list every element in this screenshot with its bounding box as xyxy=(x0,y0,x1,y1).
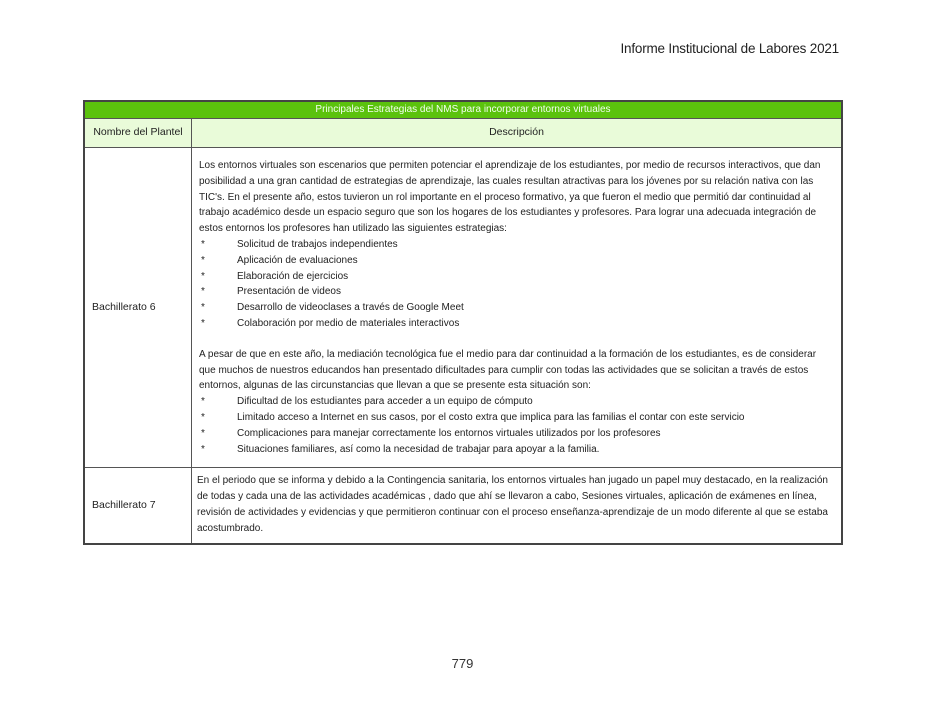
list-item-text: Aplicación de evaluaciones xyxy=(237,254,358,266)
list-item xyxy=(199,426,834,442)
list-item-text: Presentación de videos xyxy=(237,286,341,298)
list-item-text: Limitado acceso a Internet en sus casos, por el costo extra que implica para las familias el contar con este servicio xyxy=(237,411,745,423)
list-item xyxy=(199,284,834,300)
list-item xyxy=(199,442,834,458)
bullet-star-icon: * xyxy=(201,317,205,329)
bullet-star-icon: * xyxy=(201,254,205,266)
bullet-star-icon: * xyxy=(201,302,205,314)
difficulties-list xyxy=(199,394,834,457)
column-header-descripcion: Descripción xyxy=(192,119,843,148)
list-item-text: Complicaciones para manejar correctamente los entornos virtuales utilizados por los profesores xyxy=(237,427,661,439)
intro-paragraph: Los entornos virtuales son escenarios que permiten potenciar el aprendizaje de los estudiantes, por medio de recursos interactivos, que dan posibilidad a una gran cantidad de estrategias de aprendizaje, las cuales resultan atractivas para los jóvenes por su relación nativa con las TIC's. En el presente año, estos tuvieron un rol importante en el proceso formativo, ya que fueron el medio que permitió dar continuidad al trabajo académico desde un espacio seguro que son los hogares de los estudiantes y profesores. Para lograr una adecuada integración de estos entornos los profesores han utilizado las siguientes estrategias: xyxy=(199,160,821,235)
list-item-text: Solicitud de trabajos independientes xyxy=(237,238,398,250)
list-item-text: Desarrollo de videoclases a través de Google Meet xyxy=(237,302,464,314)
list-item-text: Elaboración de ejercicios xyxy=(237,270,349,282)
document-header-title: Informe Institucional de Labores 2021 xyxy=(620,41,839,56)
bullet-star-icon: * xyxy=(201,427,205,439)
difficulties-paragraph: A pesar de que en este año, la mediación tecnológica fue el medio para dar continuidad a la formación de los estudiantes, es de considerar que muchos de nuestros educandos han presentado dificultades para cumplir con todas las actividades que se solicitan a través de estos entornos, algunas de las circunstancias que llevan a que se presente esta situación son: xyxy=(199,348,817,392)
bullet-star-icon: * xyxy=(201,411,205,423)
description-cell xyxy=(192,468,843,544)
list-item xyxy=(199,394,834,410)
list-item xyxy=(199,300,834,316)
plantel-name: Bachillerato 7 xyxy=(84,468,192,544)
column-header-plantel: Nombre del Plantel xyxy=(84,119,192,148)
paragraph-spacer xyxy=(199,332,834,347)
list-item xyxy=(199,237,834,253)
list-item xyxy=(199,253,834,269)
list-item xyxy=(199,410,834,426)
strategies-list xyxy=(199,237,834,332)
table-title-row xyxy=(84,101,842,119)
description-cell xyxy=(192,148,843,468)
description-paragraph: En el periodo que se informa y debido a la Contingencia sanitaria, los entornos virtuales han jugado un papel muy destacado, en la realización de todas y cada una de las actividades académicas , dado que ahí se llevaron a cabo, Sesiones virtuales, aplicación de exámenes en línea, revisión de actividades y evidencias y que permitieron continuar con el proceso enseñanza-aprendizaje de un modo diferente al que se estaba acostumbrado. xyxy=(197,475,828,534)
page-number: 779 xyxy=(451,656,474,671)
table-row xyxy=(84,468,842,544)
list-item xyxy=(199,269,834,285)
list-item-text: Colaboración por medio de materiales interactivos xyxy=(237,317,460,329)
list-item-text: Situaciones familiares, así como la necesidad de trabajar para apoyar a la familia. xyxy=(237,443,600,455)
strategies-table xyxy=(83,100,843,545)
list-item xyxy=(199,316,834,332)
table-row xyxy=(84,148,842,468)
bullet-star-icon: * xyxy=(201,270,205,282)
bullet-star-icon: * xyxy=(201,286,205,298)
list-item-text: Dificultad de los estudiantes para acceder a un equipo de cómputo xyxy=(237,396,533,408)
table-title: Principales Estrategias del NMS para incorporar entornos virtuales xyxy=(84,101,842,119)
bullet-star-icon: * xyxy=(201,238,205,250)
bullet-star-icon: * xyxy=(201,443,205,455)
plantel-name: Bachillerato 6 xyxy=(84,148,192,468)
bullet-star-icon: * xyxy=(201,396,205,408)
table-header-row xyxy=(84,119,842,148)
